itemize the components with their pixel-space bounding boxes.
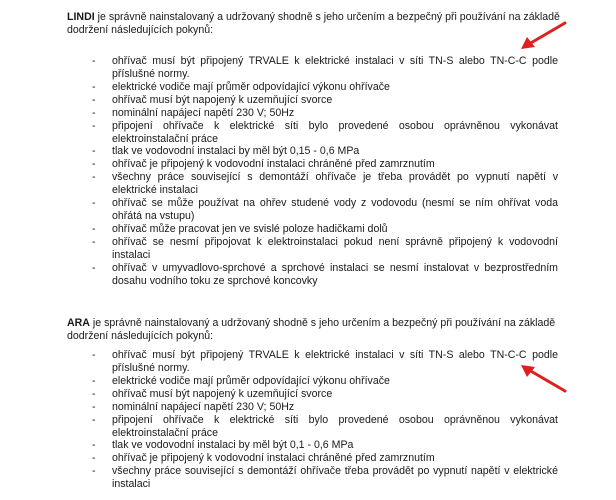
list-item: - ohřívač se nesmí připojovat k elektroinstalaci pokud není správně připojený k vodovodní instalaci bbox=[0, 236, 558, 262]
list-item: - elektrické vodiče mají průměr odpovídající výkonu ohřívače bbox=[0, 375, 558, 388]
list-item: - nominální napájecí napětí 230 V; 50Hz bbox=[0, 401, 558, 414]
brand-ara: ARA bbox=[67, 317, 90, 329]
section-lindi-intro-text: je správně nainstalovaný a udržovaný shodně s jeho určením a bezpečný při používání na základě dodržení následujících pokynů: bbox=[67, 11, 560, 36]
list-item: - tlak ve vodovodní instalaci by měl být 0,15 - 0,6 MPa bbox=[0, 145, 558, 158]
section-ara-intro bbox=[67, 317, 567, 343]
list-item: - elektrické vodiče mají průměr odpovídající výkonu ohřívače bbox=[0, 81, 558, 94]
red-arrow-icon bbox=[518, 362, 570, 396]
list-item: - nominální napájecí napětí 230 V; 50Hz bbox=[0, 107, 558, 120]
list-item: - ohřívač musí být napojený k uzemňující svorce bbox=[0, 388, 558, 401]
section-ara-intro-text: je správně nainstalovaný a udržovaný shodně s jeho určením a bezpečný při používání na základě dodržení následujících pokynů: bbox=[67, 317, 556, 342]
list-item: - ohřívač musí být připojený TRVALE k elektrické instalaci v síti TN-S alebo TN-C-C podle příslušné normy. bbox=[0, 349, 558, 375]
list-item: - ohřívač v umyvadlovo-sprchové a sprchové instalaci se nesmí instalovat v bezprostředním dosahu vodního toku ze sprchové koncovky bbox=[0, 262, 558, 288]
section-lindi-list bbox=[0, 55, 616, 288]
list-item: - ohřívač může pracovat jen ve svislé poloze hadičkami dolů bbox=[0, 223, 558, 236]
list-item: - připojení ohřívače k elektrické síti bylo provedené osobou oprávněnou vykonávat elektroinstalační práce bbox=[0, 414, 558, 440]
list-item: - ohřívač je připojený k vodovodní instalaci chráněné před zamrznutím bbox=[0, 158, 558, 171]
list-item: - ohřívač je připojený k vodovodní instalaci chráněné před zamrznutím bbox=[0, 452, 558, 465]
brand-lindi: LINDI bbox=[67, 11, 95, 23]
list-item: - všechny práce související s demontáží ohřívače třeba provádět po vypnutí napětí v elektrické instalaci bbox=[0, 465, 558, 491]
section-lindi-intro bbox=[67, 11, 567, 37]
list-item: - ohřívač musí být napojený k uzemňující svorce bbox=[0, 94, 558, 107]
list-item: - tlak ve vodovodní instalaci by měl být 0,1 - 0,6 MPa bbox=[0, 439, 558, 452]
list-item: - ohřívač musí být připojený TRVALE k elektrické instalaci v síti TN-S alebo TN-C-C podle příslušné normy. bbox=[0, 55, 558, 81]
list-item: - připojení ohřívače k elektrické síti bylo provedené osobou oprávněnou vykonávat elektroinstalační práce bbox=[0, 120, 558, 146]
red-arrow-icon bbox=[518, 18, 570, 52]
list-item: - ohřívač se může používat na ohřev studené vody z vodovodu (nesmí se ním ohřívat voda ohřátá na vstupu) bbox=[0, 197, 558, 223]
list-item: - všechny práce související s demontáží ohřívače je třeba provádět po vypnutí napětí v elektrické instalaci bbox=[0, 171, 558, 197]
